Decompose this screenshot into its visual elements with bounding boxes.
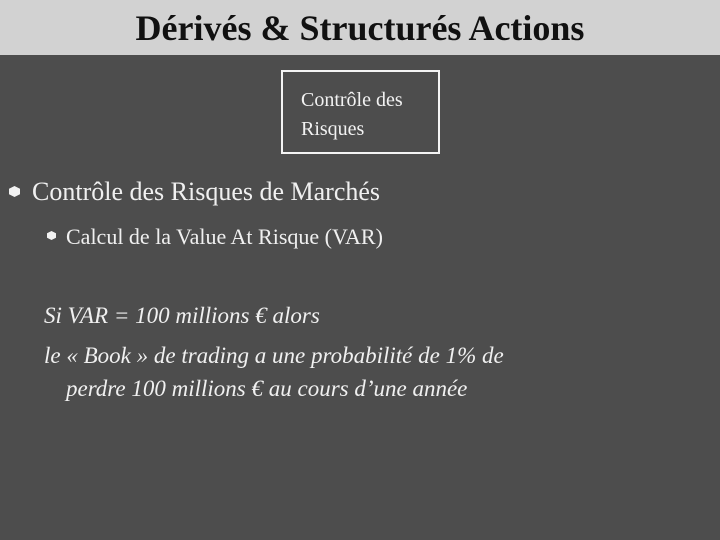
- bullet-icon: [9, 186, 20, 197]
- body-text-line-1: Si VAR = 100 millions € alors: [44, 303, 320, 328]
- risk-control-box: [281, 70, 440, 154]
- box-label-line-2: Risques: [301, 118, 365, 140]
- title-bar: [0, 0, 720, 55]
- slide-title: Dérivés & Structurés Actions: [135, 8, 585, 48]
- sub-bullet-icon: [47, 231, 56, 240]
- bullet-level-1: Contrôle des Risques de Marchés: [32, 177, 381, 206]
- box-label-line-1: Contrôle des: [301, 89, 403, 111]
- body-text-line-2a: le « Book » de trading a une probabilité de 1% de: [44, 343, 504, 368]
- bullet-level-2: Calcul de la Value At Risque (VAR): [66, 224, 383, 249]
- body-text-line-2b: perdre 100 millions € au cours d’une année: [66, 376, 468, 401]
